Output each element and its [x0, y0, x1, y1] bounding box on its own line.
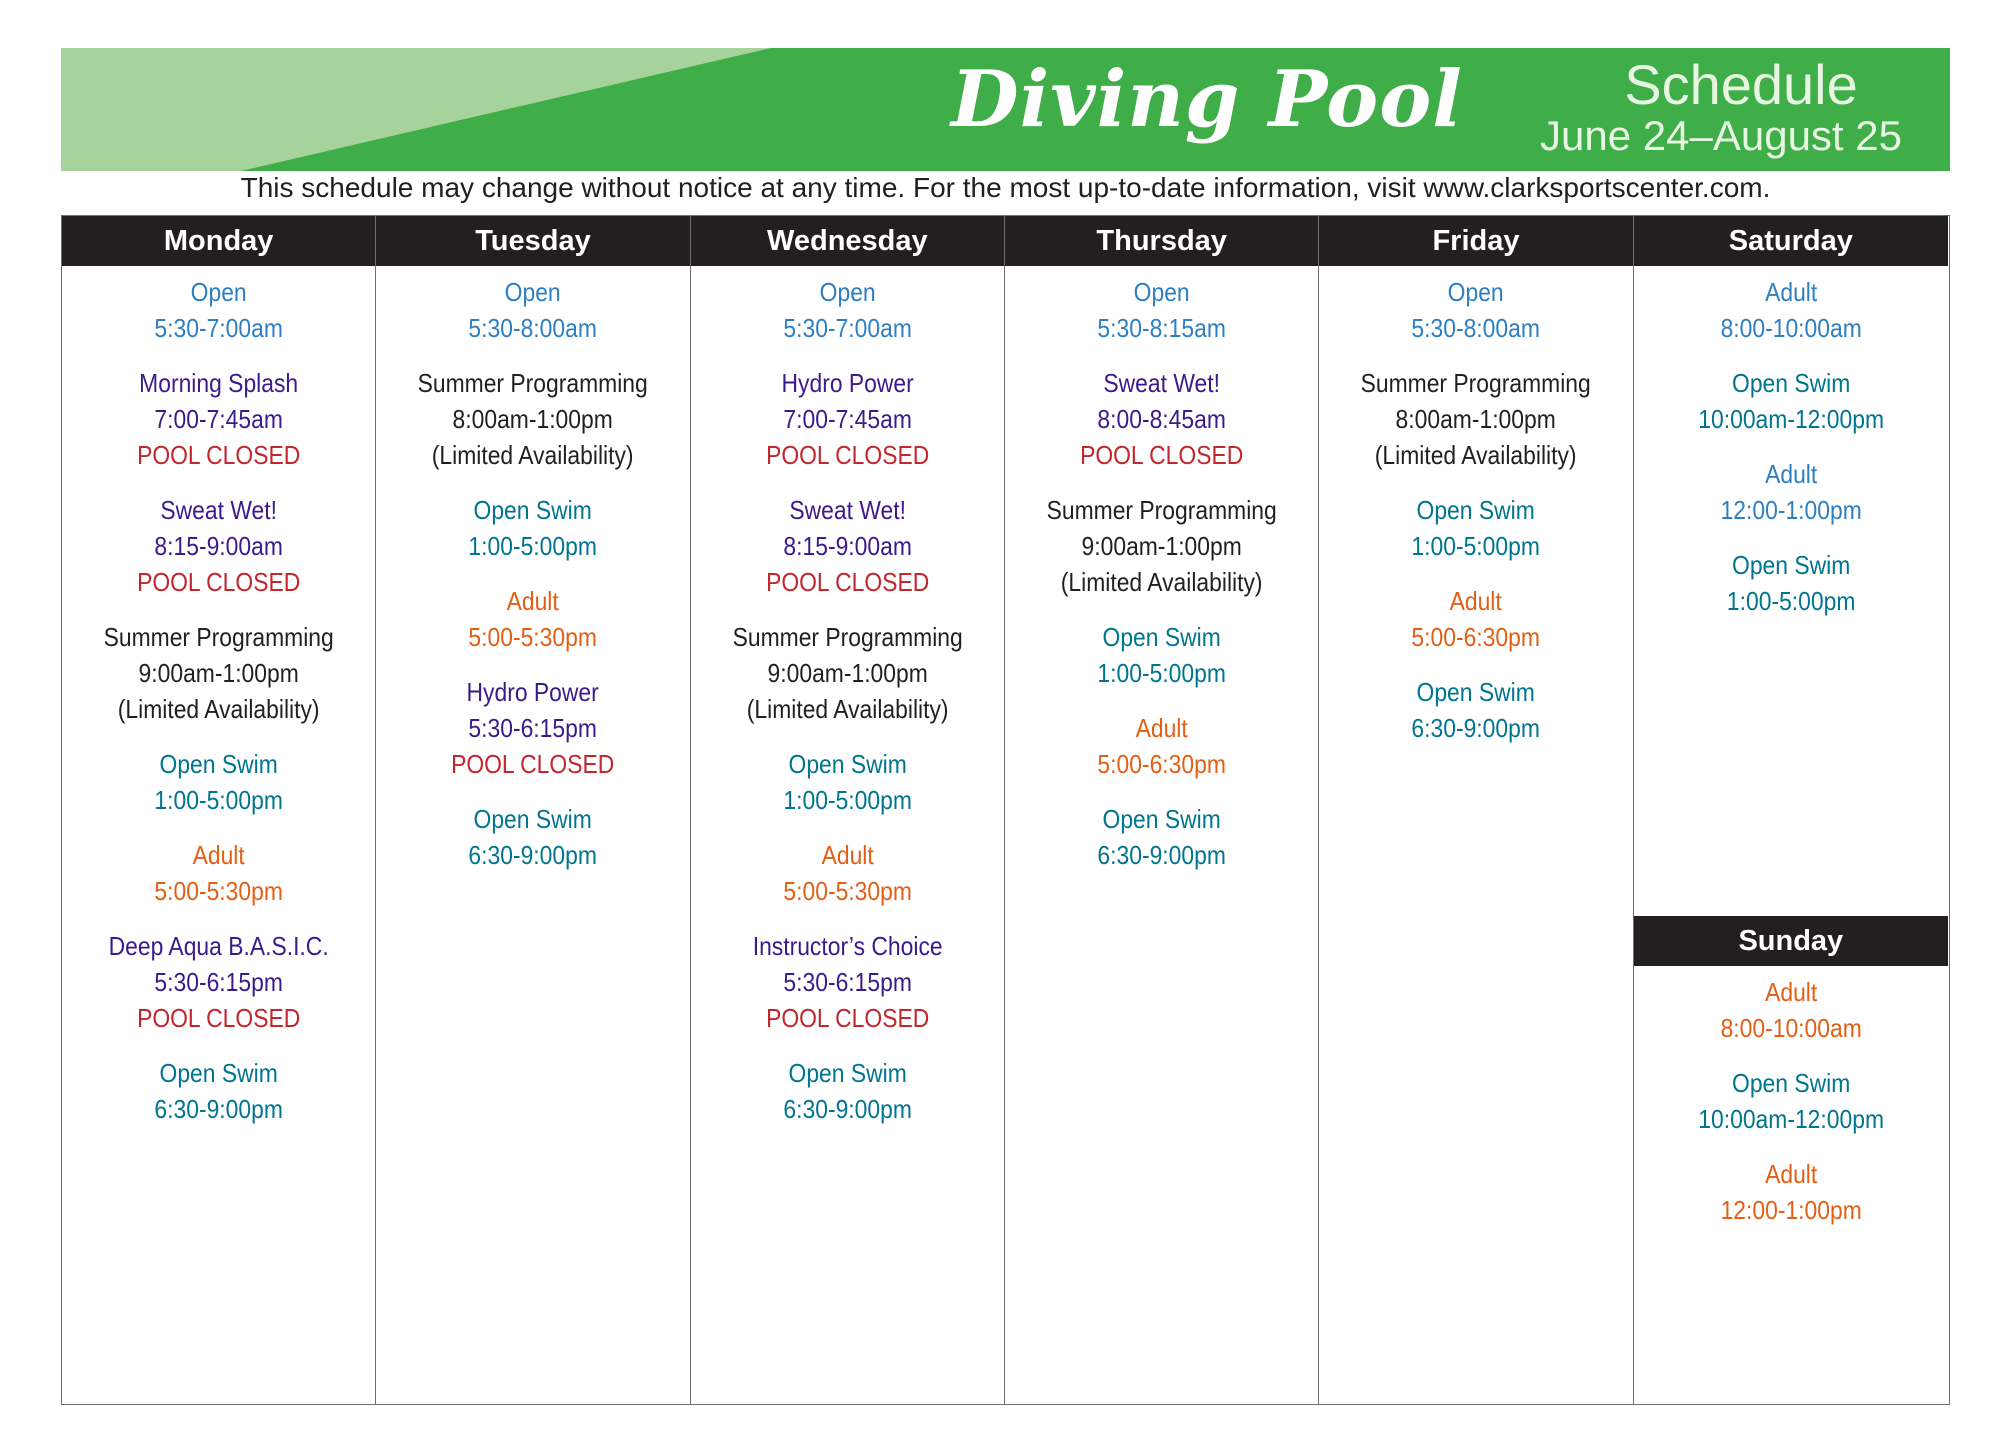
session-entry [1634, 274, 1948, 346]
day-header: Saturday [1634, 216, 1948, 266]
schedule-grid [61, 215, 1950, 1405]
session-entry [1005, 492, 1318, 600]
session-title: Adult [1449, 586, 1503, 616]
session-entry [691, 619, 1004, 727]
session-note: POOL CLOSED [137, 1003, 301, 1033]
session-time: 6:30-9:00pm [154, 1094, 283, 1124]
schedule-label: Schedule [1624, 53, 1858, 116]
session-title: Open [505, 277, 561, 307]
session-entry [1005, 801, 1318, 873]
session-note: (Limited Availability) [432, 440, 634, 470]
session-time: 1:00-5:00pm [1726, 586, 1856, 616]
session-note: POOL CLOSED [451, 749, 615, 779]
session-entry [1319, 365, 1632, 473]
day-header: Friday [1319, 216, 1632, 266]
session-note: (Limited Availability) [117, 694, 320, 724]
session-note: POOL CLOSED [137, 440, 301, 470]
session-entry [62, 619, 375, 727]
session-title: Open [1448, 277, 1504, 307]
session-entry [1005, 710, 1318, 782]
session-title: Open Swim [1416, 677, 1536, 707]
day-column-saturday [1634, 216, 1948, 1404]
session-time: 10:00am-12:00pm [1697, 1104, 1884, 1134]
session-title: Adult [821, 840, 874, 870]
header-banner [61, 48, 1950, 171]
session-time: 5:00-6:30pm [1411, 622, 1541, 652]
session-title: Summer Programming [417, 368, 649, 398]
session-title: Adult [192, 840, 245, 870]
session-title: Hydro Power [466, 677, 600, 707]
day-column-tuesday [376, 216, 690, 1404]
day-header: Tuesday [376, 216, 689, 266]
session-time: 5:30-8:00am [468, 313, 598, 343]
session-entry [1005, 365, 1318, 473]
session-time: 1:00-5:00pm [1097, 658, 1226, 688]
session-time: 7:00-7:45am [783, 404, 912, 434]
session-title: Adult [1764, 1159, 1817, 1189]
day-sessions [1005, 266, 1318, 873]
session-time: 1:00-5:00pm [154, 785, 283, 815]
session-title: Summer Programming [1360, 368, 1592, 398]
day-sessions [691, 266, 1004, 1127]
session-time: 10:00am-12:00pm [1697, 404, 1884, 434]
schedule-notice: This schedule may change without notice at any time. For the most up-to-date information, visit www.clarksportscenter.com. [240, 172, 1771, 203]
session-time: 6:30-9:00pm [468, 840, 598, 870]
session-title: Open Swim [1731, 550, 1850, 580]
session-entry [691, 837, 1004, 909]
session-time: 1:00-5:00pm [468, 531, 598, 561]
session-time: 5:30-6:15pm [154, 967, 283, 997]
session-time: 8:00am-1:00pm [452, 404, 614, 434]
session-title: Deep Aqua B.A.S.I.C. [108, 931, 329, 961]
day-column-monday [62, 216, 376, 1404]
session-entry [1319, 674, 1632, 746]
session-entry [1634, 365, 1948, 437]
session-entry [1634, 456, 1948, 528]
session-title: Adult [1135, 713, 1188, 743]
session-time: 5:30-7:00am [154, 313, 283, 343]
session-title: Open Swim [159, 749, 278, 779]
session-title: Open Swim [788, 1058, 907, 1088]
session-title: Summer Programming [732, 622, 963, 652]
day-sessions [62, 266, 375, 1127]
session-time: 8:00-8:45am [1097, 404, 1226, 434]
day-header: Sunday [1634, 916, 1948, 966]
session-title: Adult [1764, 277, 1817, 307]
session-time: 8:00-10:00am [1720, 1013, 1862, 1043]
session-time: 5:00-5:30pm [468, 622, 598, 652]
session-title: Summer Programming [1046, 495, 1277, 525]
session-time: 5:00-6:30pm [1097, 749, 1226, 779]
session-entry [691, 274, 1004, 346]
session-title: Adult [1764, 459, 1817, 489]
session-note: POOL CLOSED [765, 567, 929, 597]
session-time: 9:00am-1:00pm [767, 658, 928, 688]
session-time: 5:30-7:00am [783, 313, 912, 343]
session-note: POOL CLOSED [765, 1003, 929, 1033]
day-column-wednesday [691, 216, 1005, 1404]
session-note: POOL CLOSED [1080, 440, 1244, 470]
session-title: Sweat Wet! [1103, 368, 1220, 398]
session-time: 6:30-9:00pm [1097, 840, 1226, 870]
day-header: Wednesday [691, 216, 1004, 266]
session-title: Open [190, 277, 247, 307]
session-time: 1:00-5:00pm [1411, 531, 1541, 561]
session-entry [376, 365, 689, 473]
session-time: 12:00-1:00pm [1720, 495, 1862, 525]
session-time: 5:30-8:00am [1411, 313, 1541, 343]
session-title: Adult [1764, 977, 1817, 1007]
session-time: 9:00am-1:00pm [1081, 531, 1242, 561]
session-time: 5:30-6:15pm [783, 967, 912, 997]
session-time: 9:00am-1:00pm [138, 658, 299, 688]
day-column-friday [1319, 216, 1633, 1404]
session-entry [691, 746, 1004, 818]
session-title: Open Swim [1102, 622, 1221, 652]
session-entry [1319, 492, 1632, 564]
session-entry [691, 365, 1004, 473]
session-note: POOL CLOSED [765, 440, 929, 470]
page-title: Diving Pool [951, 54, 1463, 145]
session-entry [376, 801, 689, 873]
session-entry [1634, 974, 1948, 1046]
session-entry [62, 365, 375, 473]
session-entry [1319, 274, 1632, 346]
session-time: 5:00-5:30pm [783, 876, 912, 906]
session-time: 8:15-9:00am [783, 531, 912, 561]
session-time: 5:30-8:15am [1097, 313, 1226, 343]
session-title: Hydro Power [781, 368, 914, 398]
day-sessions [1634, 266, 1948, 619]
session-title: Open Swim [1731, 1068, 1850, 1098]
session-title: Open Swim [473, 804, 593, 834]
session-time: 5:30-6:15pm [468, 713, 598, 743]
day-header: Monday [62, 216, 375, 266]
session-time: 12:00-1:00pm [1720, 1195, 1862, 1225]
session-time: 8:15-9:00am [154, 531, 283, 561]
session-entry [691, 1055, 1004, 1127]
session-entry [62, 746, 375, 818]
session-time: 1:00-5:00pm [783, 785, 912, 815]
day-column-sunday [1634, 916, 1948, 1247]
session-title: Open Swim [473, 495, 593, 525]
session-title: Open [819, 277, 876, 307]
session-entry [62, 928, 375, 1036]
session-title: Instructor’s Choice [752, 931, 943, 961]
session-time: 6:30-9:00pm [1411, 713, 1541, 743]
session-note: POOL CLOSED [137, 567, 301, 597]
date-range: June 24–August 25 [1540, 112, 1902, 159]
session-entry [376, 274, 689, 346]
session-entry [62, 492, 375, 600]
session-title: Open [1133, 277, 1190, 307]
session-note: (Limited Availability) [1060, 567, 1263, 597]
session-title: Summer Programming [103, 622, 334, 652]
session-title: Open Swim [1102, 804, 1221, 834]
session-title: Sweat Wet! [789, 495, 906, 525]
day-sessions [1319, 266, 1632, 746]
day-column-thursday [1005, 216, 1319, 1404]
session-title: Sweat Wet! [160, 495, 277, 525]
session-title: Open Swim [1731, 368, 1850, 398]
session-entry [1634, 1065, 1948, 1137]
day-sessions [376, 266, 689, 873]
session-entry [1634, 1156, 1948, 1228]
day-sessions [1634, 966, 1948, 1228]
session-entry [376, 492, 689, 564]
session-note: (Limited Availability) [746, 694, 949, 724]
day-header: Thursday [1005, 216, 1318, 266]
session-title: Morning Splash [139, 368, 299, 398]
session-time: 8:00am-1:00pm [1395, 404, 1557, 434]
session-title: Open Swim [1416, 495, 1536, 525]
session-entry [376, 674, 689, 782]
session-entry [691, 928, 1004, 1036]
session-title: Adult [506, 586, 560, 616]
session-time: 5:00-5:30pm [154, 876, 283, 906]
session-title: Open Swim [788, 749, 907, 779]
session-entry [691, 492, 1004, 600]
session-entry [1005, 274, 1318, 346]
session-entry [62, 1055, 375, 1127]
session-entry [1005, 619, 1318, 691]
session-entry [1319, 583, 1632, 655]
session-entry [376, 583, 689, 655]
session-entry [62, 274, 375, 346]
session-time: 6:30-9:00pm [783, 1094, 912, 1124]
session-title: Open Swim [159, 1058, 278, 1088]
session-entry [1634, 547, 1948, 619]
session-entry [62, 837, 375, 909]
session-note: (Limited Availability) [1375, 440, 1577, 470]
session-time: 8:00-10:00am [1720, 313, 1862, 343]
session-time: 7:00-7:45am [154, 404, 283, 434]
